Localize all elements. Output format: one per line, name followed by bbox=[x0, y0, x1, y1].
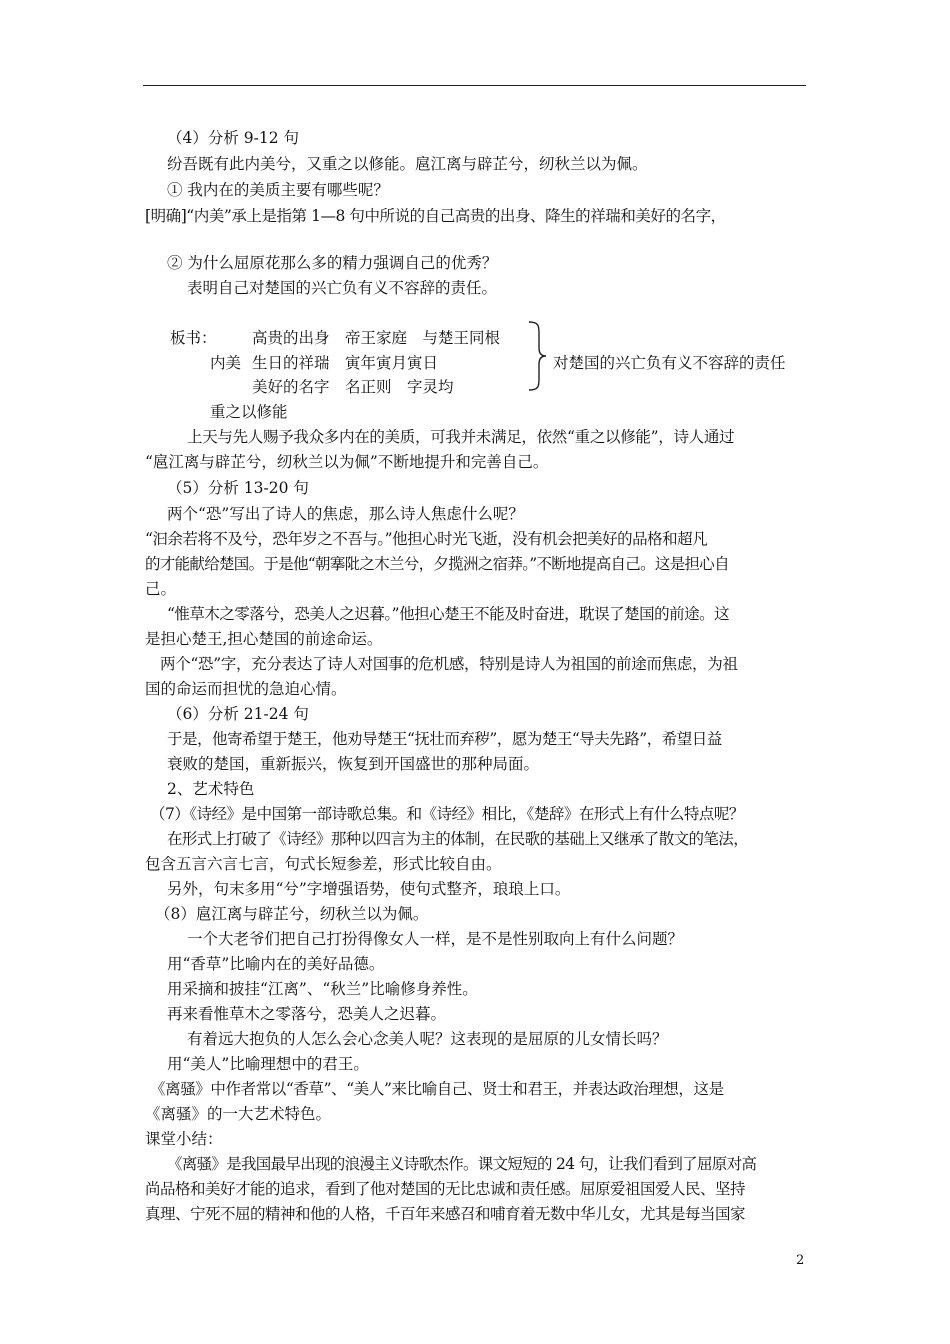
text-line: 尚品格和美好才能的追求，看到了他对楚国的无比忠诚和责任感。屈原爱祖国爱人民、坚持 bbox=[145, 1180, 746, 1198]
text-line: “扈江离与辟芷兮，纫秋兰以为佩”不断地提升和完善自己。 bbox=[145, 453, 549, 471]
text-line: （5）分析 13-20 句 bbox=[167, 479, 309, 497]
text-line: 用“香草”比喻内在的美好品德。 bbox=[167, 955, 385, 973]
board-result: 对楚国的兴亡负有义不容辞的责任 bbox=[553, 354, 786, 372]
text-line: 《离骚》是我国最早出现的浪漫主义诗歌杰作。课文短短的 24 句，让我们看到了屈原对高 bbox=[167, 1155, 757, 1173]
text-line: 《离骚》的一大艺术特色。 bbox=[145, 1105, 332, 1123]
right-brace bbox=[526, 320, 548, 392]
text-line: 2、艺术特色 bbox=[167, 780, 255, 798]
text-line: ① 我内在的美质主要有哪些呢？ bbox=[167, 181, 389, 199]
text-line: 再来看惟草木之零落兮，恐美人之迟暮。 bbox=[167, 1005, 447, 1023]
text-line: （4）分析 9-12 句 bbox=[167, 129, 300, 147]
text-line: （7）《诗经》是中国第一部诗歌总集。和《诗经》相比，《楚辞》在形式上有什么特点呢？ bbox=[150, 805, 744, 823]
board-label: 板书： bbox=[170, 329, 217, 347]
text-line: （6）分析 21-24 句 bbox=[167, 705, 309, 723]
text-line: （8）扈江离与辟芷兮，纫秋兰以为佩。 bbox=[155, 905, 429, 923]
section-heading: 课堂小结： bbox=[145, 1130, 223, 1148]
text-line: 的才能献给楚国。于是他“朝搴阰之木兰兮，夕揽洲之宿莽。”不断地提高自己。这是担心自 bbox=[145, 555, 729, 573]
text-line: ② 为什么屈原花那么多的精力强调自己的优秀？ bbox=[167, 254, 498, 272]
text-line: 另外，句末多用“兮”字增强语势，使句式整齐，琅琅上口。 bbox=[167, 880, 571, 898]
text-line: 有着远大抱负的人怎么会心念美人呢？这表现的是屈原的儿女情长吗？ bbox=[187, 1030, 668, 1048]
text-line: [明确]“内美”承上是指第 1—8 句中所说的自己高贵的出身、降生的祥瑞和美好的名字， bbox=[145, 207, 726, 225]
text-line: 用采摘和披挂“江离”、“秋兰”比喻修身养性。 bbox=[167, 980, 478, 998]
text-line: 衰败的楚国，重新振兴，恢复到开国盛世的那种局面。 bbox=[167, 755, 540, 773]
text-line: 一个大老爷们把自己打扮得像女人一样，是不是性别取向上有什么问题？ bbox=[187, 930, 684, 948]
text-line: 包含五言六言七言，句式长短参差，形式比较自由。 bbox=[145, 855, 502, 873]
header-rule bbox=[143, 85, 806, 86]
text-line: 用“美人”比喻理想中的君王。 bbox=[167, 1055, 369, 1073]
text-line: 真理、宁死不屈的精神和他的人格，千百年来感召和哺育着无数中华儿女，尤其是每当国家 bbox=[145, 1205, 746, 1223]
board-item: 美好的名字 名正则 字灵均 bbox=[252, 378, 454, 396]
text-line: 上天与先人赐予我众多内在的美质，可我并未满足，依然“重之以修能”，诗人通过 bbox=[187, 428, 735, 446]
text-line: 于是，他寄希望于楚王，他劝导楚王“抚壮而弃秽”，愿为楚王“导夫先路”，希望日益 bbox=[167, 730, 722, 748]
board-inner-label: 内美 bbox=[210, 354, 242, 372]
text-line: “汩余若将不及兮，恐年岁之不吾与。”他担心时光飞逝，没有机会把美好的品格和超凡 bbox=[145, 530, 708, 548]
text-line: 两个“恐”写出了诗人的焦虑，那么诗人焦虑什么呢？ bbox=[167, 505, 524, 523]
text-line: 是担心楚王,担心楚国的前途命运。 bbox=[145, 630, 383, 648]
text-line: 两个“恐”字，充分表达了诗人对国事的危机感，特别是诗人为祖国的前途而焦虑，为祖 bbox=[160, 655, 738, 673]
text-line: 表明自己对楚国的兴亡负有义不容辞的责任。 bbox=[187, 279, 498, 297]
board-item: 高贵的出身 帝王家庭 与楚王同根 bbox=[252, 329, 501, 347]
board-item: 生日的祥瑞 寅年寅月寅日 bbox=[252, 354, 439, 372]
text-line: 在形式上打破了《诗经》那种以四言为主的体制，在民歌的基础上又继承了散文的笔法， bbox=[167, 830, 749, 848]
text-line: 纷吾既有此内美兮，又重之以修能。扈江离与辟芷兮，纫秋兰以为佩。 bbox=[167, 155, 648, 173]
text-line: “惟草木之零落兮，恐美人之迟暮。”他担心楚王不能及时奋进，耽误了楚国的前途。这 bbox=[167, 605, 730, 623]
text-line: 己。 bbox=[145, 580, 177, 598]
text-line: 国的命运而担忧的急迫心情。 bbox=[145, 680, 347, 698]
board-item: 重之以修能 bbox=[210, 403, 288, 421]
text-line: 《离骚》中作者常以“香草”、“美人”来比喻自己、贤士和君王，并表达政治理想，这是 bbox=[150, 1080, 724, 1098]
page-number: 2 bbox=[796, 1253, 805, 1268]
